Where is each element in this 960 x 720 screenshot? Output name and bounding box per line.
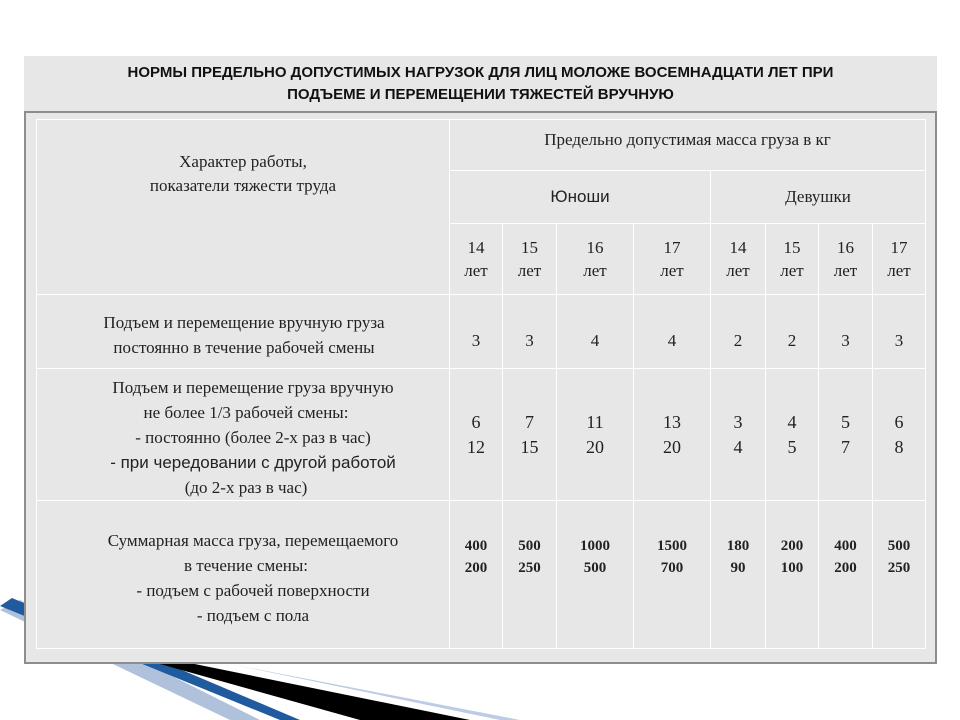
row-description	[37, 369, 450, 501]
table-row	[37, 369, 926, 501]
value-constant: 3	[733, 411, 743, 432]
value-alternating: 15	[520, 436, 539, 457]
row-description	[37, 295, 450, 369]
description-line: Суммарная масса груза, перемещаемого	[107, 530, 399, 550]
value-alternating: 12	[467, 436, 485, 457]
value-cell: 2	[766, 295, 819, 369]
value-constant: 6	[471, 411, 481, 432]
age-number: 14	[467, 238, 485, 257]
description-line: Подъем и перемещение вручную груза	[103, 312, 385, 332]
value-from-surface: 180	[726, 537, 750, 554]
value-constant: 5	[841, 411, 850, 432]
description-line: Подъем и перемещение груза вручную	[112, 378, 394, 397]
value-from-floor: 200	[464, 559, 488, 576]
value-constant: 6	[894, 411, 904, 432]
value-from-surface: 400	[464, 537, 488, 554]
age-cell	[557, 224, 634, 295]
value-cell: 3	[450, 295, 503, 369]
value-alternating: 5	[787, 436, 797, 457]
value-cell: 2	[711, 295, 766, 369]
value-cell	[873, 369, 926, 501]
age-cell	[450, 224, 503, 295]
description-line: - подъем с рабочей поверхности	[136, 580, 370, 600]
value-alternating: 4	[733, 436, 743, 457]
age-cell	[634, 224, 711, 295]
characteristic-header-line-1: Характер работы,	[179, 152, 307, 171]
description-line: - подъем с пола	[196, 605, 310, 625]
description-line: - постоянно (более 2-х раз в час)	[135, 428, 371, 447]
age-unit: лет	[464, 261, 488, 280]
description-line: в течение смены:	[183, 555, 308, 575]
age-cell	[711, 224, 766, 295]
age-unit: лет	[583, 261, 607, 280]
age-number: 15	[521, 238, 538, 257]
age-cell	[873, 224, 926, 295]
value-constant: 13	[663, 411, 681, 432]
value-alternating: 20	[586, 436, 604, 457]
value-constant: 7	[525, 411, 534, 432]
mass-header: Предельно допустимая масса груза в кг	[450, 120, 926, 171]
value-cell	[819, 501, 873, 649]
characteristic-header	[37, 120, 450, 295]
value-from-surface: 500	[887, 537, 911, 554]
age-unit: лет	[833, 261, 858, 280]
value-alternating: 7	[841, 436, 850, 457]
age-unit: лет	[517, 261, 542, 280]
table-row	[37, 501, 926, 649]
age-number: 14	[729, 238, 747, 257]
description-line: постоянно в течение рабочей смены	[113, 337, 375, 357]
norms-table	[36, 119, 926, 649]
value-from-floor: 100	[780, 559, 804, 576]
value-cell: 3	[503, 295, 557, 369]
characteristic-header-line-2: показатели тяжести труда	[149, 176, 337, 195]
age-number: 17	[663, 238, 681, 257]
value-cell	[450, 369, 503, 501]
value-from-floor: 200	[834, 559, 857, 576]
title-line-1: НОРМЫ ПРЕДЕЛЬНО ДОПУСТИМЫХ НАГРУЗОК ДЛЯ ЛИЦ МОЛОЖЕ ВОСЕМНАДЦАТИ ЛЕТ ПРИ	[127, 64, 834, 81]
description-line: (до 2-х раз в час)	[184, 478, 308, 497]
value-from-floor: 250	[887, 559, 911, 576]
value-alternating: 20	[663, 436, 681, 457]
age-cell	[819, 224, 873, 295]
value-from-floor: 250	[518, 559, 541, 576]
value-constant: 4	[787, 411, 797, 432]
age-unit: лет	[660, 261, 684, 280]
age-cell	[766, 224, 819, 295]
value-cell: 3	[819, 295, 873, 369]
value-from-floor: 700	[660, 559, 684, 576]
age-number: 15	[783, 238, 801, 257]
value-constant: 11	[586, 411, 604, 432]
age-unit: лет	[780, 261, 804, 280]
value-cell	[711, 501, 766, 649]
value-alternating: 8	[894, 436, 904, 457]
value-cell: 3	[873, 295, 926, 369]
boys-header: Юноши	[450, 171, 711, 224]
value-cell	[450, 501, 503, 649]
value-from-surface: 500	[518, 537, 541, 554]
value-cell	[557, 369, 634, 501]
row-description	[37, 501, 450, 649]
girls-header: Девушки	[711, 171, 926, 224]
value-cell	[634, 369, 711, 501]
age-number: 17	[890, 238, 908, 257]
value-from-floor: 90	[730, 559, 746, 576]
table-row	[37, 295, 926, 369]
value-from-surface: 1500	[657, 537, 687, 554]
value-cell	[503, 369, 557, 501]
age-unit: лет	[726, 261, 750, 280]
age-cell	[503, 224, 557, 295]
header-row-mass	[37, 120, 926, 171]
value-cell	[503, 501, 557, 649]
value-cell	[766, 369, 819, 501]
value-cell: 4	[557, 295, 634, 369]
value-from-surface: 400	[834, 537, 857, 554]
value-cell	[873, 501, 926, 649]
value-cell	[766, 501, 819, 649]
value-cell	[557, 501, 634, 649]
age-unit: лет	[887, 261, 911, 280]
value-from-floor: 500	[583, 559, 607, 576]
slide-title	[24, 56, 937, 112]
value-cell: 4	[634, 295, 711, 369]
value-cell	[711, 369, 766, 501]
age-number: 16	[837, 238, 854, 257]
value-cell	[819, 369, 873, 501]
title-line-2: ПОДЪЕМЕ И ПЕРЕМЕЩЕНИИ ТЯЖЕСТЕЙ ВРУЧНУЮ	[287, 86, 674, 103]
value-from-surface: 200	[780, 537, 804, 554]
value-cell	[634, 501, 711, 649]
description-line: - при чередовании с другой работой	[110, 453, 396, 472]
age-number: 16	[586, 238, 604, 257]
value-from-surface: 1000	[580, 537, 610, 554]
description-line: не более 1/3 рабочей смены:	[143, 403, 349, 422]
